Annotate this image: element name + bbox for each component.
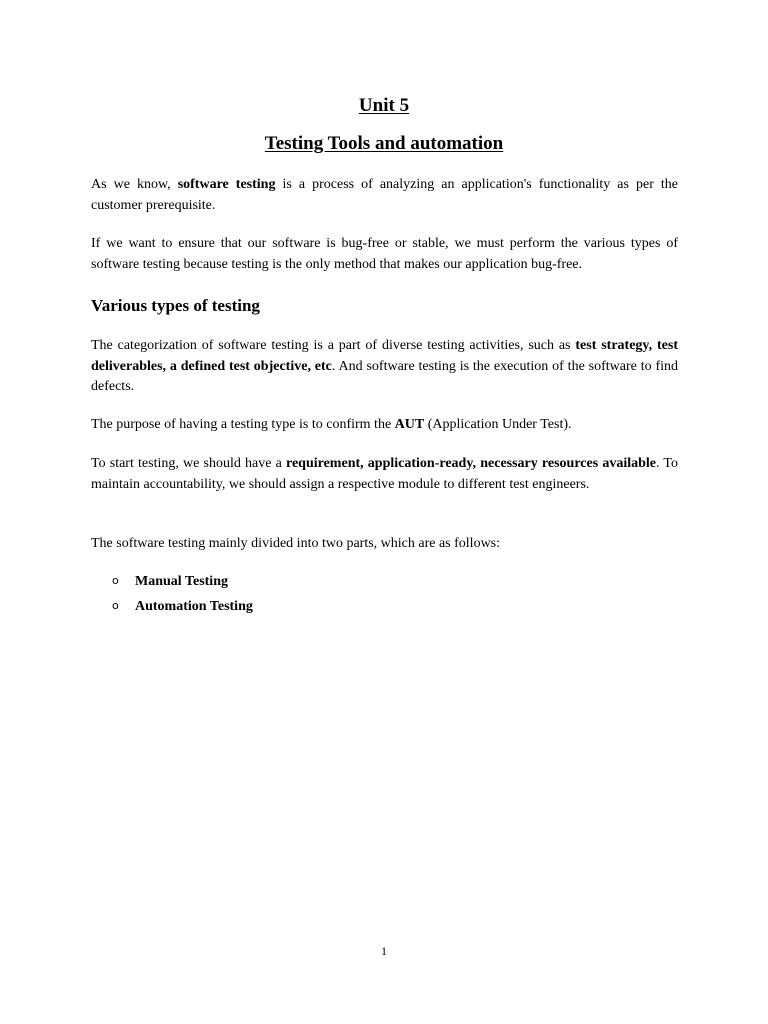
paragraph-two-parts: The software testing mainly divided into two parts, which are as follows: (91, 536, 501, 551)
text-run: As we know, (91, 177, 178, 192)
intro-paragraph-1 (91, 175, 678, 216)
intro-paragraph-2: If we want to ensure that our software is bug-free or stable, we must perform the various types of software testing because testing is the only method that makes our application bug-free. (91, 236, 678, 272)
text-run: . To maintain accountability, we should assign a respective module to different test engineers. (91, 456, 679, 492)
list-item-label: Automation Testing (135, 599, 253, 614)
bullet-circle-icon: o (112, 574, 119, 587)
list-item-label: Manual Testing (135, 574, 228, 589)
page-number: 1 (381, 944, 387, 958)
document-title: Testing Tools and automation (264, 133, 504, 154)
text-run: To start testing, we should have a (91, 456, 286, 471)
text-run: is a process of analyzing an application's functionality as per the customer prerequisite. (91, 177, 678, 213)
text-run: The categorization of software testing is a part of diverse testing activities, such as (91, 338, 576, 353)
list-item (112, 572, 253, 597)
text-run: . And software testing is the execution of the software to find defects. (91, 358, 678, 394)
bold-term-requirements: requirement, application-ready, necessary resources available (286, 456, 657, 471)
unit-title: Unit 5 (358, 95, 410, 116)
text-run: (Application Under Test). (424, 417, 572, 432)
bold-term-activities: test strategy, test deliverables, a defined test objective, etc (91, 338, 678, 374)
section-heading: Various types of testing (91, 296, 260, 315)
text-run: The purpose of having a testing type is to confirm the (91, 417, 395, 432)
testing-types-list (112, 572, 253, 622)
bold-term-aut: AUT (394, 417, 425, 432)
paragraph-categorization (91, 336, 678, 398)
bold-term-software-testing: software testing (177, 177, 276, 192)
paragraph-purpose (91, 415, 678, 436)
list-item (112, 597, 253, 622)
paragraph-start-testing (91, 454, 678, 495)
bullet-circle-icon: o (112, 599, 119, 612)
